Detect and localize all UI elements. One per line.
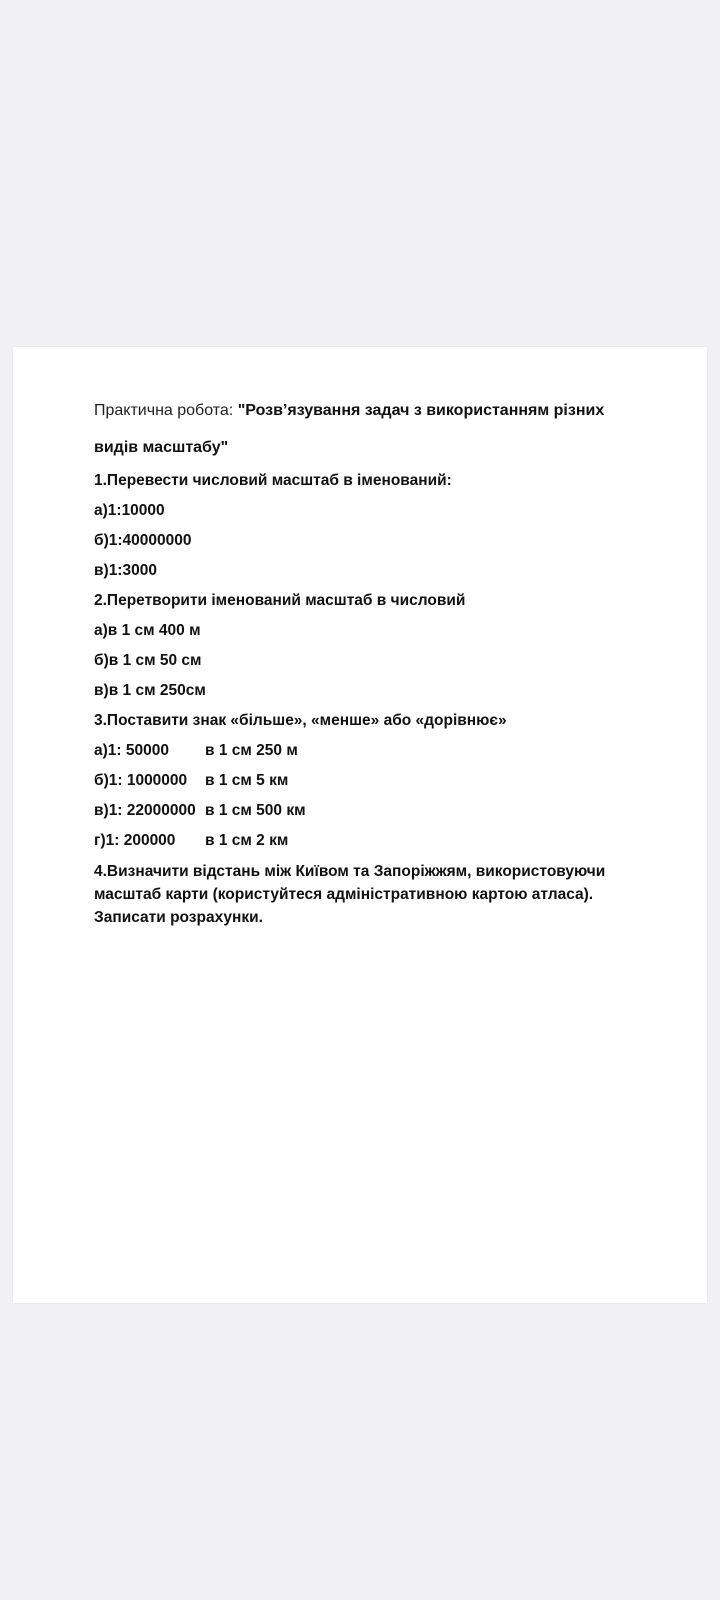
task2-item-v: в)в 1 см 250см: [94, 682, 206, 699]
task3-row-a: [94, 736, 629, 766]
scale-numeric: а)1: 50000: [94, 742, 169, 759]
task3-row-b: [94, 766, 629, 796]
task3-row-g: [94, 826, 629, 856]
task1-item-a: а)1:10000: [94, 502, 165, 519]
task1-item-v: в)1:3000: [94, 562, 157, 579]
task1-item-b: б)1:40000000: [94, 532, 192, 549]
scale-named: в 1 см 2 км: [205, 832, 289, 849]
task2-item-a: а)в 1 см 400 м: [94, 622, 201, 639]
document-content: [13, 347, 707, 929]
task4-paragraph: 4.Визначити відстань між Київом та Запоріжжям, використовуючи масштаб карти (користуйтеся адміністративною картою атласа). Записати розрахунки.: [94, 863, 606, 926]
scale-named: в 1 см 500 км: [205, 802, 306, 819]
task1-heading: 1.Перевести числовий масштаб в іменований:: [94, 472, 452, 489]
scale-numeric: г)1: 200000: [94, 832, 176, 849]
task2-item-b: б)в 1 см 50 см: [94, 652, 202, 669]
scale-numeric: в)1: 22000000: [94, 802, 196, 819]
document-sheet: [13, 347, 707, 1303]
scale-numeric: б)1: 1000000: [94, 772, 188, 789]
title-prefix: Практична робота:: [94, 402, 238, 419]
task2-heading: 2.Перетворити іменований масштаб в числовий: [94, 592, 466, 609]
title-quoted-text: "Розв’язування задач з використанням різних видів масштабу": [94, 402, 605, 456]
scale-named: в 1 см 5 км: [205, 772, 289, 789]
document-title: [94, 392, 624, 466]
task3-heading: 3.Поставити знак «більше», «менше» або «дорівнює»: [94, 712, 507, 729]
task3-row-v: [94, 796, 629, 826]
scale-named: в 1 см 250 м: [205, 742, 298, 759]
